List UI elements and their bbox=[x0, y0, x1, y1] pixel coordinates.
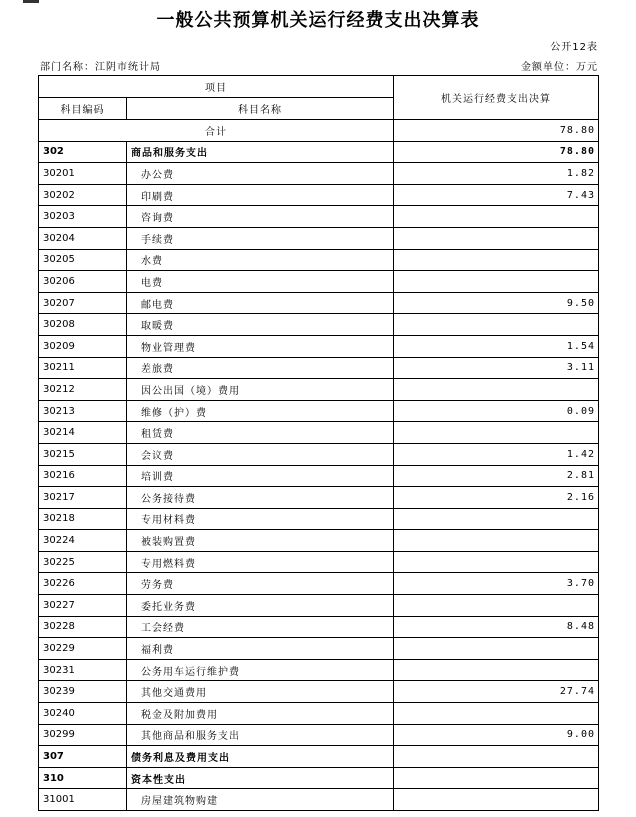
row-name: 差旅费 bbox=[127, 357, 394, 379]
table-row bbox=[39, 249, 599, 271]
row-name: 公务用车运行维护费 bbox=[127, 659, 394, 681]
row-name: 邮电费 bbox=[127, 292, 394, 314]
total-row bbox=[39, 120, 599, 142]
row-value bbox=[394, 551, 599, 573]
table-row bbox=[39, 400, 599, 422]
row-code: 30224 bbox=[39, 530, 127, 552]
row-value bbox=[394, 789, 599, 811]
row-name: 资本性支出 bbox=[127, 767, 394, 789]
row-code: 310 bbox=[39, 767, 127, 789]
row-code: 30240 bbox=[39, 703, 127, 725]
row-value bbox=[394, 659, 599, 681]
row-name: 会议费 bbox=[127, 443, 394, 465]
row-name: 商品和服务支出 bbox=[127, 141, 394, 163]
row-value bbox=[394, 314, 599, 336]
row-code: 30205 bbox=[39, 249, 127, 271]
table-row bbox=[39, 443, 599, 465]
row-code: 30211 bbox=[39, 357, 127, 379]
row-name: 其他交通费用 bbox=[127, 681, 394, 703]
row-name: 其他商品和服务支出 bbox=[127, 724, 394, 746]
row-name: 租赁费 bbox=[127, 422, 394, 444]
table-row bbox=[39, 379, 599, 401]
department-name: 部门名称：江阴市统计局 bbox=[40, 62, 161, 73]
row-code: 30201 bbox=[39, 163, 127, 185]
row-name: 水费 bbox=[127, 249, 394, 271]
table-row bbox=[39, 767, 599, 789]
row-value: 7.43 bbox=[394, 184, 599, 206]
row-name: 工会经费 bbox=[127, 616, 394, 638]
row-name: 公务接待费 bbox=[127, 487, 394, 509]
row-code: 30218 bbox=[39, 508, 127, 530]
table-row bbox=[39, 638, 599, 660]
table-row bbox=[39, 314, 599, 336]
row-name: 专用材料费 bbox=[127, 508, 394, 530]
row-value: 3.11 bbox=[394, 357, 599, 379]
row-value bbox=[394, 249, 599, 271]
row-value: 8.48 bbox=[394, 616, 599, 638]
row-code: 302 bbox=[39, 141, 127, 163]
row-value bbox=[394, 508, 599, 530]
table-row bbox=[39, 227, 599, 249]
row-name: 手续费 bbox=[127, 227, 394, 249]
row-name: 专用燃料费 bbox=[127, 551, 394, 573]
table-row bbox=[39, 487, 599, 509]
row-value: 27.74 bbox=[394, 681, 599, 703]
table-row bbox=[39, 292, 599, 314]
table-row bbox=[39, 465, 599, 487]
row-name: 劳务费 bbox=[127, 573, 394, 595]
table-row bbox=[39, 422, 599, 444]
table-row bbox=[39, 184, 599, 206]
row-name: 培训费 bbox=[127, 465, 394, 487]
row-code: 30213 bbox=[39, 400, 127, 422]
row-code: 30215 bbox=[39, 443, 127, 465]
header-amount: 机关运行经费支出决算 bbox=[394, 76, 599, 120]
corner-mark bbox=[23, 0, 39, 3]
row-value: 1.42 bbox=[394, 443, 599, 465]
row-value: 2.81 bbox=[394, 465, 599, 487]
row-name: 取暖费 bbox=[127, 314, 394, 336]
row-code: 30228 bbox=[39, 616, 127, 638]
row-value bbox=[394, 530, 599, 552]
row-name: 委托业务费 bbox=[127, 595, 394, 617]
row-name: 咨询费 bbox=[127, 206, 394, 228]
row-value: 2.16 bbox=[394, 487, 599, 509]
row-value bbox=[394, 227, 599, 249]
row-name: 办公费 bbox=[127, 163, 394, 185]
row-code: 30229 bbox=[39, 638, 127, 660]
row-code: 30217 bbox=[39, 487, 127, 509]
row-value bbox=[394, 638, 599, 660]
table-row bbox=[39, 789, 599, 811]
row-value: 78.80 bbox=[394, 141, 599, 163]
row-value bbox=[394, 703, 599, 725]
row-value bbox=[394, 379, 599, 401]
row-code: 30299 bbox=[39, 724, 127, 746]
row-value: 0.09 bbox=[394, 400, 599, 422]
row-code: 307 bbox=[39, 746, 127, 768]
row-value: 3.70 bbox=[394, 573, 599, 595]
row-name: 印刷费 bbox=[127, 184, 394, 206]
header-name: 科目名称 bbox=[127, 98, 394, 120]
row-name: 被装购置费 bbox=[127, 530, 394, 552]
table-row bbox=[39, 681, 599, 703]
row-name: 房屋建筑物购建 bbox=[127, 789, 394, 811]
row-value bbox=[394, 422, 599, 444]
row-code: 31001 bbox=[39, 789, 127, 811]
table-row bbox=[39, 206, 599, 228]
table-row bbox=[39, 724, 599, 746]
page-title: 一般公共预算机关运行经费支出决算表 bbox=[156, 10, 480, 31]
table-row bbox=[39, 271, 599, 293]
row-name: 电费 bbox=[127, 271, 394, 293]
table-row bbox=[39, 573, 599, 595]
row-code: 30226 bbox=[39, 573, 127, 595]
row-name: 因公出国（境）费用 bbox=[127, 379, 394, 401]
table-row bbox=[39, 508, 599, 530]
table-number: 公开12表 bbox=[550, 42, 598, 53]
table-row bbox=[39, 141, 599, 163]
row-value bbox=[394, 595, 599, 617]
table-row bbox=[39, 659, 599, 681]
row-value: 1.82 bbox=[394, 163, 599, 185]
header-row-1 bbox=[39, 76, 599, 98]
row-name: 福利费 bbox=[127, 638, 394, 660]
header-project: 项目 bbox=[39, 76, 394, 98]
row-code: 30212 bbox=[39, 379, 127, 401]
row-code: 30231 bbox=[39, 659, 127, 681]
row-name: 维修（护）费 bbox=[127, 400, 394, 422]
table-row bbox=[39, 551, 599, 573]
row-value: 1.54 bbox=[394, 335, 599, 357]
row-code: 30207 bbox=[39, 292, 127, 314]
amount-unit: 金额单位：万元 bbox=[521, 62, 598, 73]
row-code: 30202 bbox=[39, 184, 127, 206]
table-row bbox=[39, 530, 599, 552]
row-code: 30208 bbox=[39, 314, 127, 336]
row-code: 30225 bbox=[39, 551, 127, 573]
row-code: 30209 bbox=[39, 335, 127, 357]
row-value bbox=[394, 746, 599, 768]
table-row bbox=[39, 616, 599, 638]
row-value bbox=[394, 206, 599, 228]
row-value bbox=[394, 767, 599, 789]
row-code: 30203 bbox=[39, 206, 127, 228]
header-code: 科目编码 bbox=[39, 98, 127, 120]
table-row bbox=[39, 335, 599, 357]
table-row bbox=[39, 595, 599, 617]
row-value: 9.50 bbox=[394, 292, 599, 314]
row-code: 30227 bbox=[39, 595, 127, 617]
table-row bbox=[39, 746, 599, 768]
row-code: 30204 bbox=[39, 227, 127, 249]
total-value: 78.80 bbox=[394, 120, 599, 142]
expenditure-table bbox=[38, 75, 599, 811]
table-row bbox=[39, 357, 599, 379]
row-name: 物业管理费 bbox=[127, 335, 394, 357]
row-code: 30216 bbox=[39, 465, 127, 487]
table-row bbox=[39, 703, 599, 725]
row-name: 债务利息及费用支出 bbox=[127, 746, 394, 768]
row-code: 30206 bbox=[39, 271, 127, 293]
table-row bbox=[39, 163, 599, 185]
total-label: 合计 bbox=[39, 120, 394, 142]
row-code: 30214 bbox=[39, 422, 127, 444]
row-value: 9.00 bbox=[394, 724, 599, 746]
row-code: 30239 bbox=[39, 681, 127, 703]
row-name: 税金及附加费用 bbox=[127, 703, 394, 725]
row-value bbox=[394, 271, 599, 293]
